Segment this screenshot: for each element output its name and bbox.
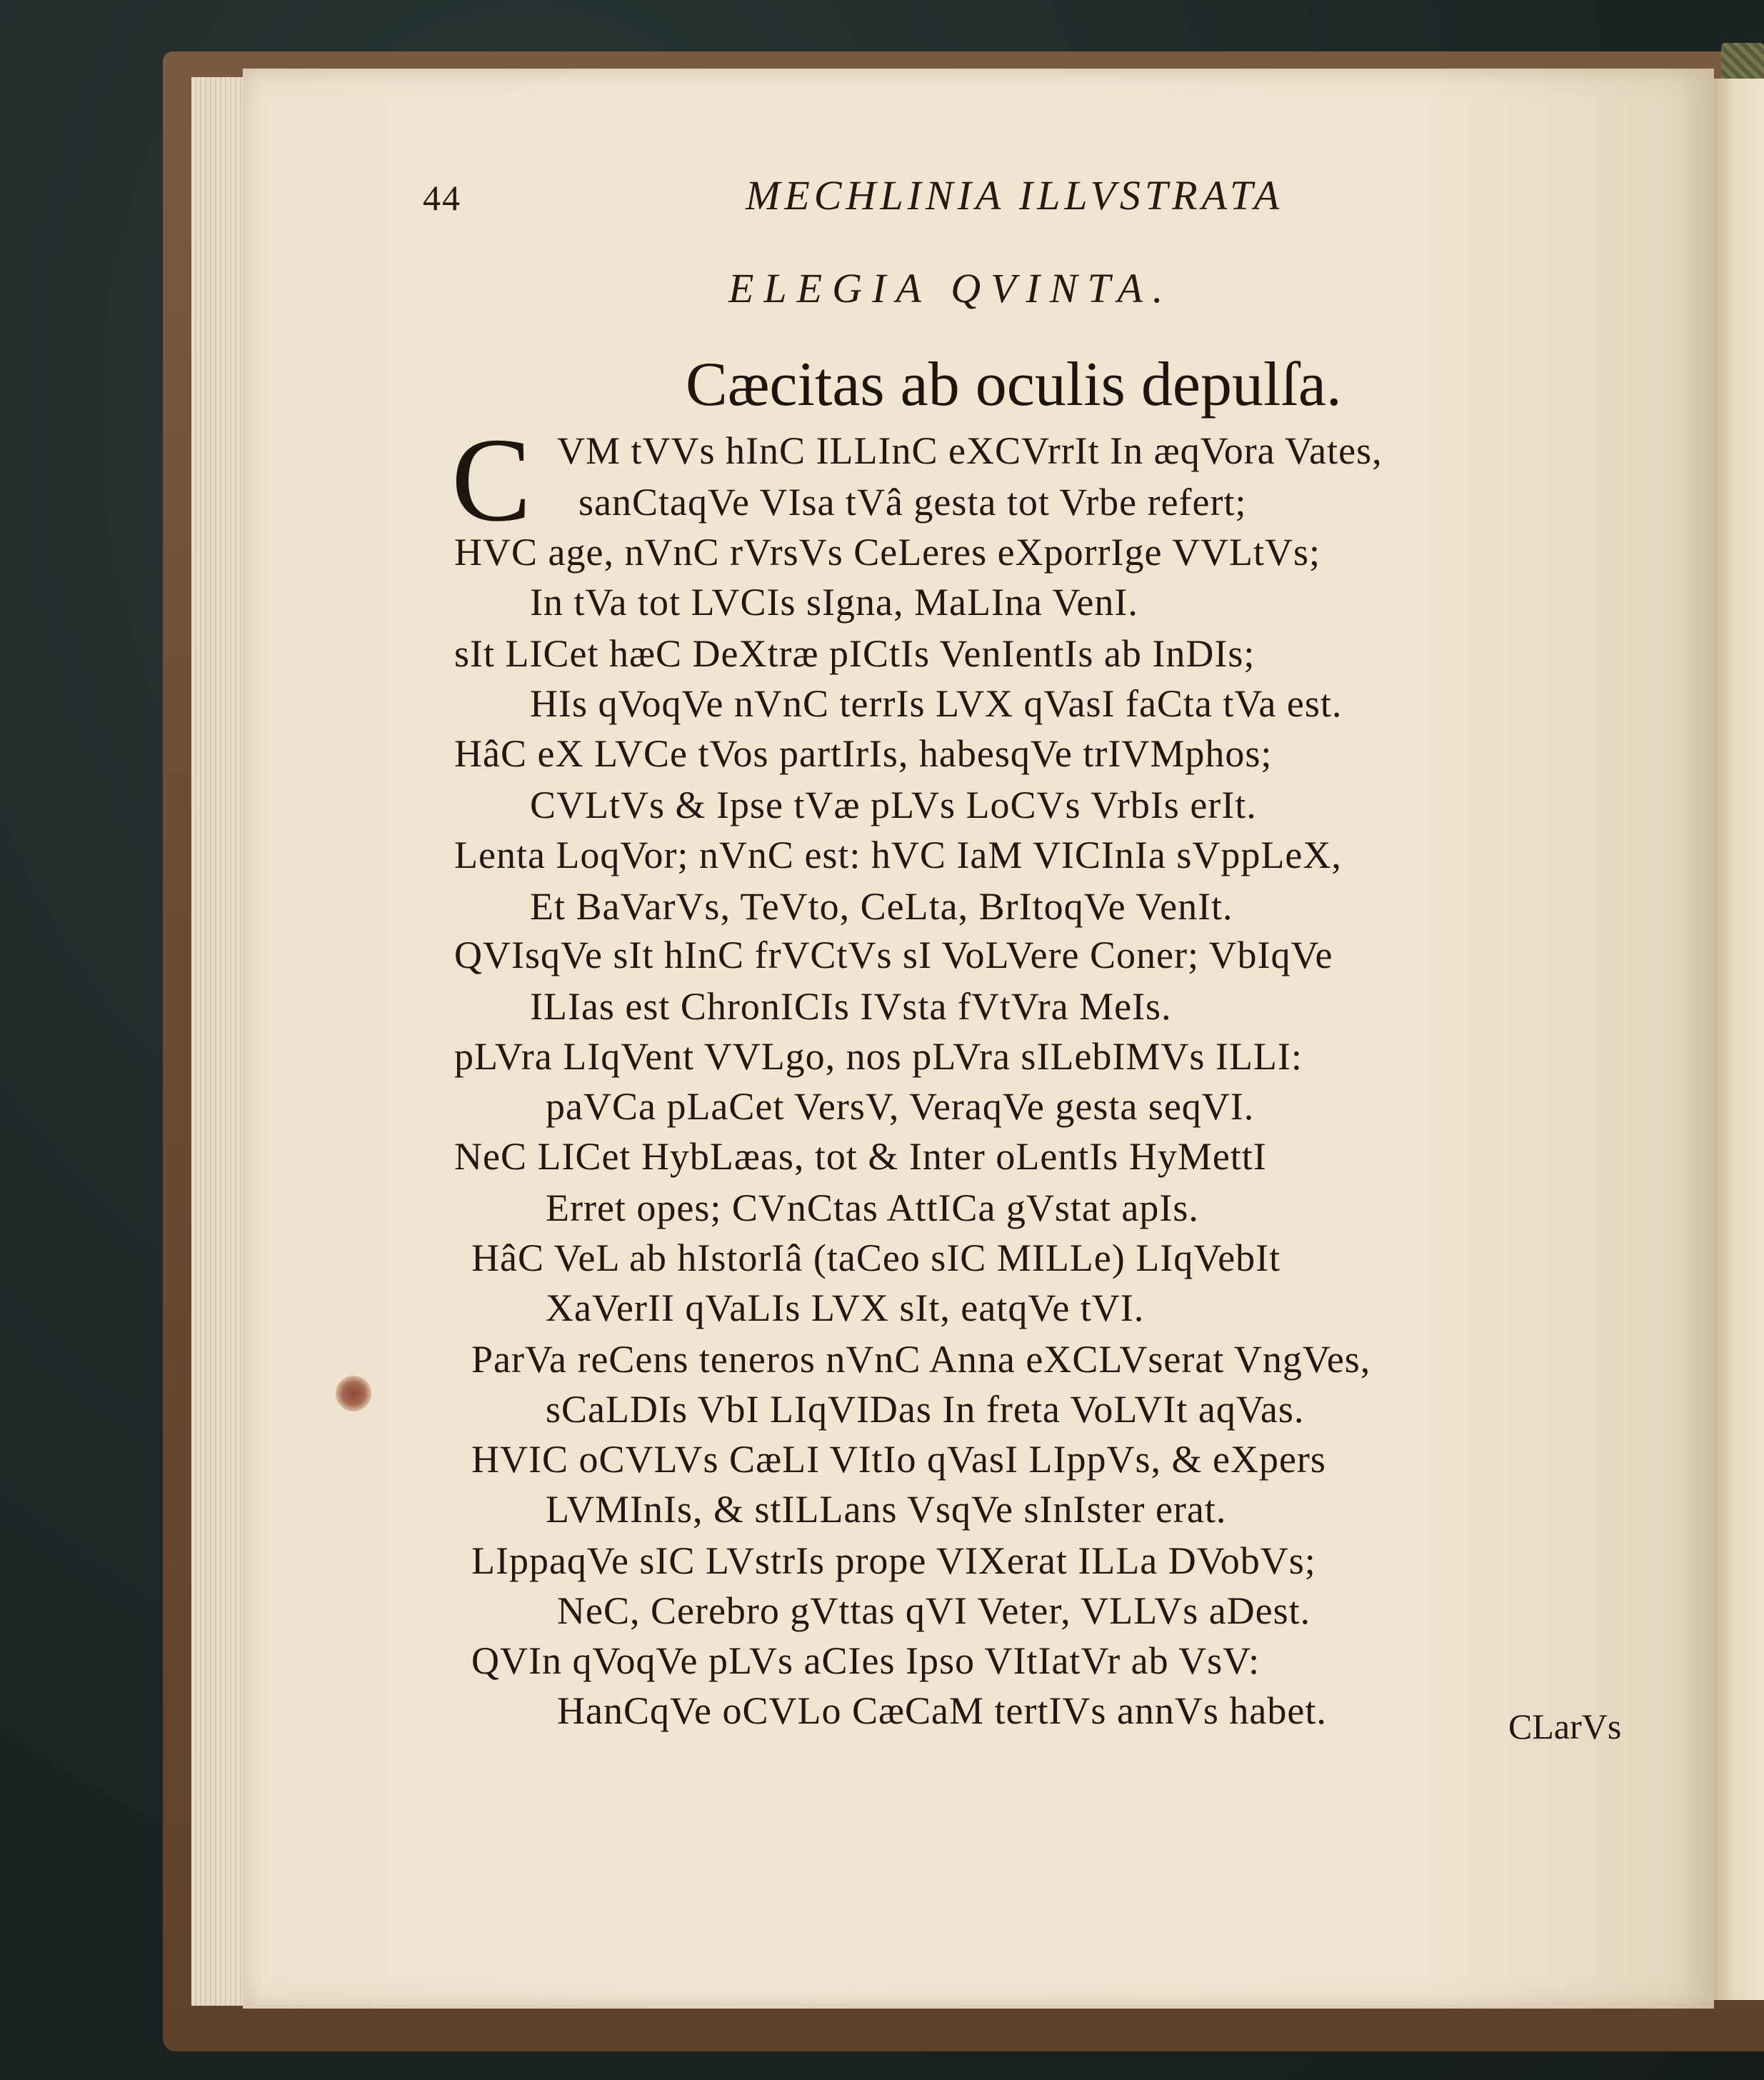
facing-page-edge [1714, 79, 1764, 2000]
verse-line: pLVra LIqVent VVLgo, nos pLVra sILebIMVs ILLI: [454, 1035, 1303, 1078]
verse-line: QVIsqVe sIt hInC frVCtVs sI VoLVere Coner; VbIqVe [454, 934, 1333, 976]
verse-line: sIt LICet hæC DeXtræ pICtIs VenIentIs ab InDIs; [454, 632, 1256, 675]
verse-line: LIppaqVe sIC LVstrIs prope VIXerat ILLa DVobVs; [471, 1539, 1316, 1582]
page-header [423, 171, 1423, 221]
verse-line: ParVa reCens teneros nVnC Anna eXCLVserat VngVes, [471, 1338, 1371, 1381]
verse-line: CVLtVs & Ipse tVæ pLVs LoCVs VrbIs erIt. [530, 784, 1257, 826]
verse-line: Erret opes; CVnCtas AttICa gVstat apIs. [546, 1186, 1199, 1229]
verse-line: NeC, Cerebro gVttas qVI Veter, VLLVs aDest. [557, 1589, 1311, 1632]
verse-line: paVCa pLaCet VersV, VeraqVe gesta seqVI. [546, 1085, 1255, 1128]
verse-line: ILIas est ChronICIs IVsta fVtVra MeIs. [530, 985, 1172, 1028]
verse-line: In tVa tot LVCIs sIgna, MaLIna VenI. [530, 581, 1138, 624]
verse-line: sCaLDIs VbI LIqVIDas In freta VoLVIt aqVas. [546, 1388, 1305, 1431]
drop-cap: C [451, 414, 532, 546]
verse-line: HVIC oCVLVs CæLI VItIo qVasI LIppVs, & eXpers [471, 1438, 1326, 1481]
catchword: CLarVs [1508, 1706, 1622, 1746]
elegy-heading: ELEGIA QVINTA. [728, 265, 1173, 311]
verse-line: Lenta LoqVor; nVnC est: hVC IaM VICInIa sVppLeX, [454, 834, 1342, 876]
verse-line: HanCqVe oCVLo CæCaM tertIVs annVs habet. [557, 1689, 1327, 1732]
verse-line: QVIn qVoqVe pLVs aCIes Ipso VItIatVr ab VsV: [471, 1639, 1261, 1682]
verse-line: HVC age, nVnC rVrsVs CeLeres eXporrIge VVLtVs; [454, 531, 1321, 574]
verse-line: HâC VeL ab hIstorIâ (taCeo sIC MILLe) LIqVebIt [471, 1236, 1281, 1279]
verse-line: LVMInIs, & stILLans VsqVe sInIster erat. [546, 1488, 1227, 1531]
verse-line: XaVerII qVaLIs LVX sIt, eatqVe tVI. [546, 1286, 1145, 1329]
poem-title: Cæcitas ab oculis depulſa. [686, 350, 1342, 419]
verse-line: NeC LICet HybLæas, tot & Inter oLentIs HyMettI [454, 1135, 1267, 1178]
verse-line: Et BaVarVs, TeVto, CeLta, BrItoqVe VenIt. [530, 885, 1233, 928]
running-title: MECHLINIA ILLVSTRATA [746, 172, 1284, 219]
verse-line: HIs qVoqVe nVnC terrIs LVX qVasI faCta tVa est. [530, 682, 1343, 725]
page-number: 44 [423, 178, 461, 218]
ink-stain [336, 1376, 371, 1411]
verse-line: VM tVVs hInC ILLInC eXCVrrIt In æqVora Vates, [557, 429, 1383, 472]
verse-line: sanCtaqVe VIsa tVâ gesta tot Vrbe refert; [578, 481, 1247, 524]
verse-line: HâC eX LVCe tVos partIrIs, habesqVe trIVMphos; [454, 732, 1273, 775]
